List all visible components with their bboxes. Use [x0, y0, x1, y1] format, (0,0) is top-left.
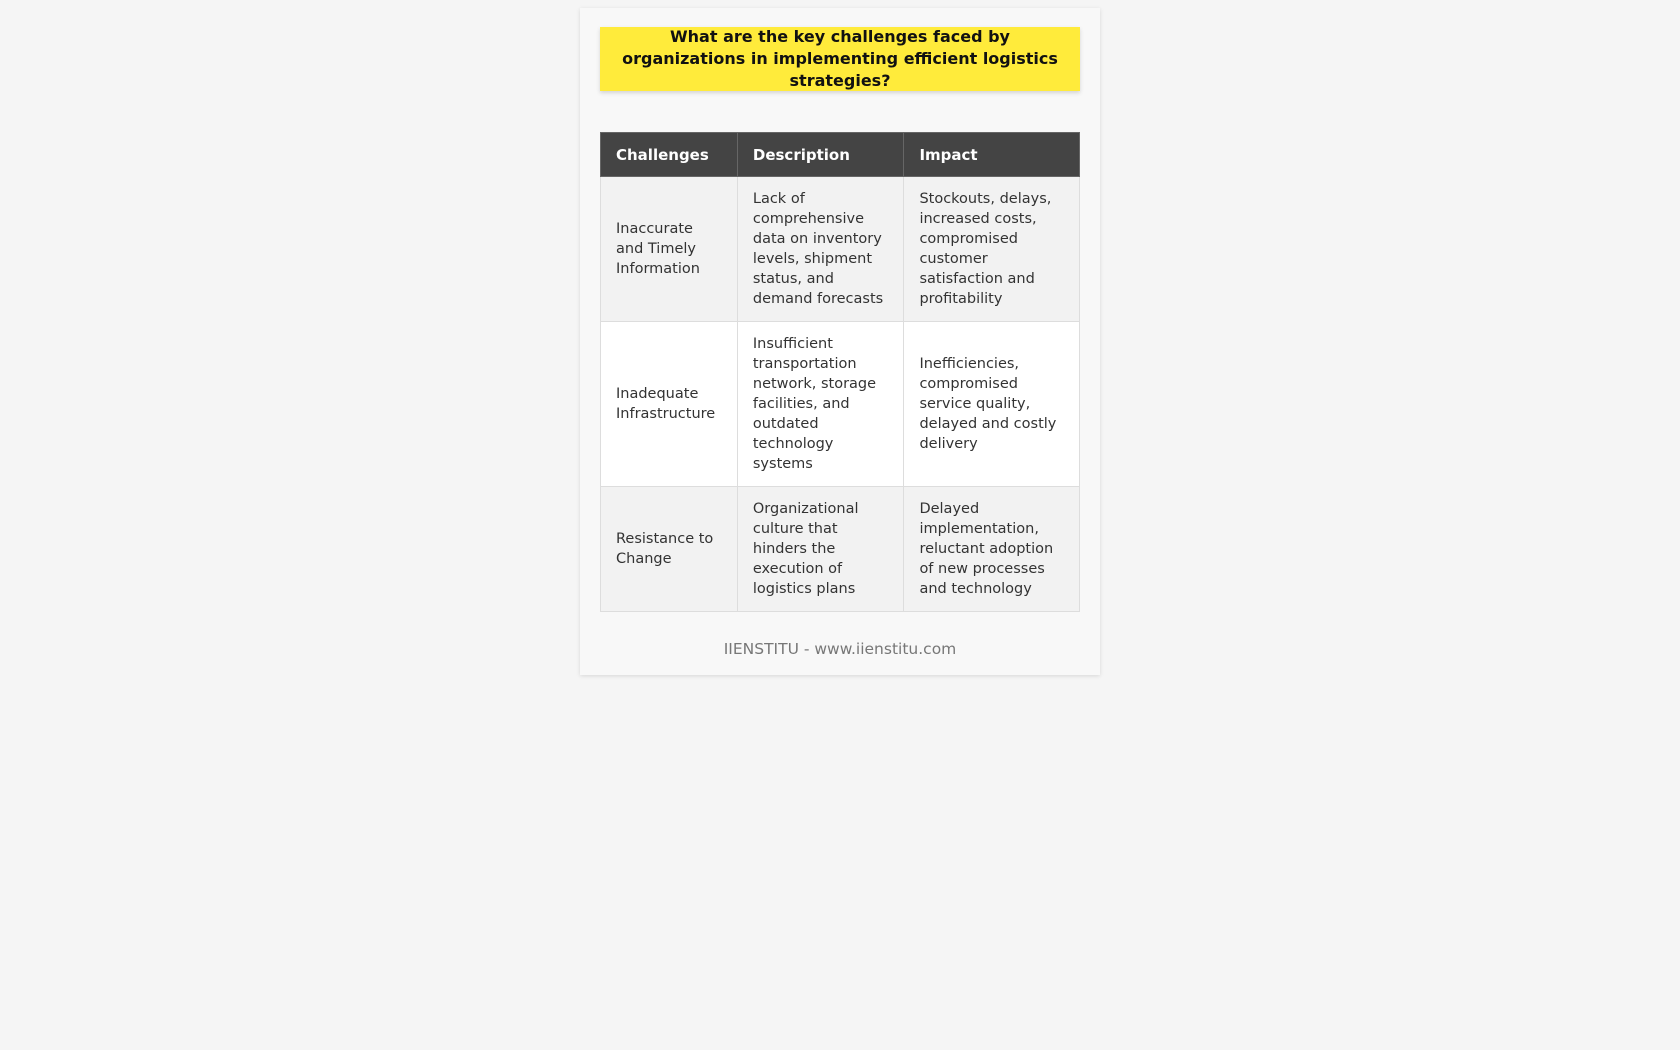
- cell-description: Insufficient transportation network, storage facilities, and outdated technology systems: [737, 322, 904, 487]
- cell-impact: Stockouts, delays, increased costs, compromised customer satisfaction and profitability: [904, 177, 1080, 322]
- question-banner: What are the key challenges faced by organizations in implementing efficient logistics strategies?: [600, 27, 1080, 91]
- cell-description: Organizational culture that hinders the execution of logistics plans: [737, 487, 904, 612]
- table-header-row: [601, 133, 1080, 177]
- header-challenges: Challenges: [601, 133, 738, 177]
- content-card: [580, 8, 1100, 675]
- footer-credit: IIENSTITU - www.iienstitu.com: [723, 640, 957, 658]
- challenges-table: [600, 132, 1080, 612]
- table-row: [601, 322, 1080, 487]
- cell-challenge: Resistance to Change: [601, 487, 738, 612]
- header-impact: Impact: [904, 133, 1080, 177]
- cell-impact: Inefficiencies, compromised service quality, delayed and costly delivery: [904, 322, 1080, 487]
- cell-challenge: Inaccurate and Timely Information: [601, 177, 738, 322]
- cell-impact: Delayed implementation, reluctant adoption of new processes and technology: [904, 487, 1080, 612]
- header-description: Description: [737, 133, 904, 177]
- table-row: [601, 487, 1080, 612]
- cell-description: Lack of comprehensive data on inventory levels, shipment status, and demand forecasts: [737, 177, 904, 322]
- cell-challenge: Inadequate Infrastructure: [601, 322, 738, 487]
- table-row: [601, 177, 1080, 322]
